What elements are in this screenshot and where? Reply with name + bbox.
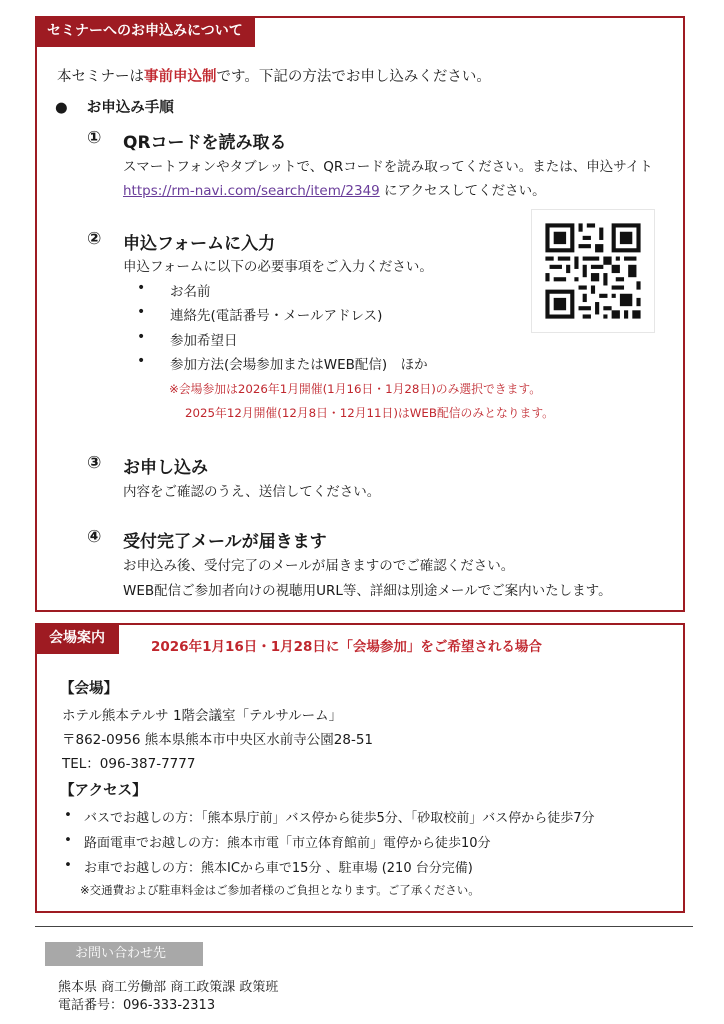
venue-title: 【会場】 [60, 681, 118, 697]
venue-tel: TEL：096-387-7777 [62, 756, 196, 772]
contact-phone: 電話番号：096-333-2313 [58, 998, 216, 1013]
venue-panel [35, 623, 685, 913]
venue-note-2: 2025年12月開催(12月8日・12月11日)はWEB配信のみとなります。 [185, 406, 554, 420]
field-name: お名前 [170, 284, 211, 300]
step-4-text-1: お申込み後、受付完了のメールが届きますのでご確認ください。 [123, 558, 515, 574]
application-header: セミナーへのお申込みについて [35, 16, 255, 47]
step-2-title: 申込フォームに入力 [123, 234, 276, 254]
step-1-text: スマートフォンやタブレットで、QRコードを読み取ってください。または、申込サイト [123, 159, 653, 175]
step-2-text: 申込フォームに以下の必要事項をご入力ください。 [123, 259, 433, 275]
step-3-text: 内容をご確認のうえ、送信してください。 [123, 484, 381, 500]
footer-divider [35, 926, 693, 927]
qr-code-icon[interactable] [531, 209, 655, 333]
list-item [137, 353, 145, 369]
bullet-icon: • [64, 807, 72, 823]
intro-emphasis: 事前申込制 [144, 69, 217, 85]
bullet-icon: • [137, 329, 146, 345]
access-note: ※交通費および駐車料金はご参加者様のご負担となります。ご了承ください。 [80, 883, 480, 897]
access-car: お車でお越しの方：熊本ICから車で15分 、駐車場 (210 台分完備) [84, 861, 473, 876]
venue-address: 〒862-0956 熊本県熊本市中央区水前寺公園28-51 [62, 732, 374, 748]
contact-org: 熊本県 商工労働部 商工政策課 政策班 [58, 980, 279, 995]
intro-text [57, 65, 491, 86]
field-contact: 連絡先(電話番号・メールアドレス) [170, 308, 383, 324]
step-4-title: 受付完了メールが届きます [123, 532, 327, 552]
bullet-icon: • [137, 353, 146, 369]
venue-note-1: ※会場参加は2026年1月開催(1月16日・1月28日)のみ選択できます。 [169, 382, 542, 396]
apply-site-link[interactable]: https://rm-navi.com/search/item/2349 [123, 183, 380, 199]
venue-subheader: 2026年1月16日・1月28日に「会場参加」をご希望される場合 [151, 639, 542, 655]
intro-post: です。下記の方法でお申し込みください。 [216, 69, 491, 85]
list-item [137, 280, 145, 296]
section-title: お申込み手順 [86, 100, 174, 116]
field-method: 参加方法(会場参加またはWEB配信) ほか [170, 357, 428, 373]
list-item [64, 832, 72, 848]
step-3-title: お申し込み [123, 458, 208, 478]
bullet-icon: • [64, 857, 72, 873]
list-item [137, 329, 145, 345]
list-item [64, 807, 72, 823]
step-4-text-2: WEB配信ご参加者向けの視聴用URL等、詳細は別途メールでご案内いたします。 [123, 583, 612, 599]
contact-label: お問い合わせ先 [45, 942, 203, 966]
section-bullet-icon: ● [55, 100, 68, 116]
bullet-icon: • [64, 832, 72, 848]
application-panel [35, 16, 685, 612]
venue-header: 会場案内 [35, 623, 119, 654]
intro-pre: 本セミナーは [57, 69, 144, 85]
list-item [137, 304, 145, 320]
step-4-number: ④ [87, 527, 102, 547]
step-1-title: QRコードを読み取る [123, 133, 287, 153]
bullet-icon: • [137, 304, 146, 320]
step-1-link-line [123, 179, 546, 199]
bullet-icon: • [137, 280, 146, 296]
access-tram: 路面電車でお越しの方：熊本市電「市立体育館前」電停から徒歩10分 [84, 836, 491, 851]
step-1-link-suffix: にアクセスしてください。 [379, 183, 546, 199]
step-1-number: ① [87, 128, 102, 148]
section-heading [55, 96, 174, 117]
access-bus: バスでお越しの方：「熊本県庁前」バス停から徒歩5分、「砂取校前」バス停から徒歩7分 [84, 811, 595, 826]
access-title: 【アクセス】 [60, 783, 147, 799]
step-3-number: ③ [87, 453, 102, 473]
step-2-number: ② [87, 229, 102, 249]
list-item [64, 857, 72, 873]
field-date: 参加希望日 [170, 333, 238, 349]
qr-code-image [533, 211, 653, 331]
venue-name: ホテル熊本テルサ 1階会議室「テルサルーム」 [62, 708, 343, 724]
